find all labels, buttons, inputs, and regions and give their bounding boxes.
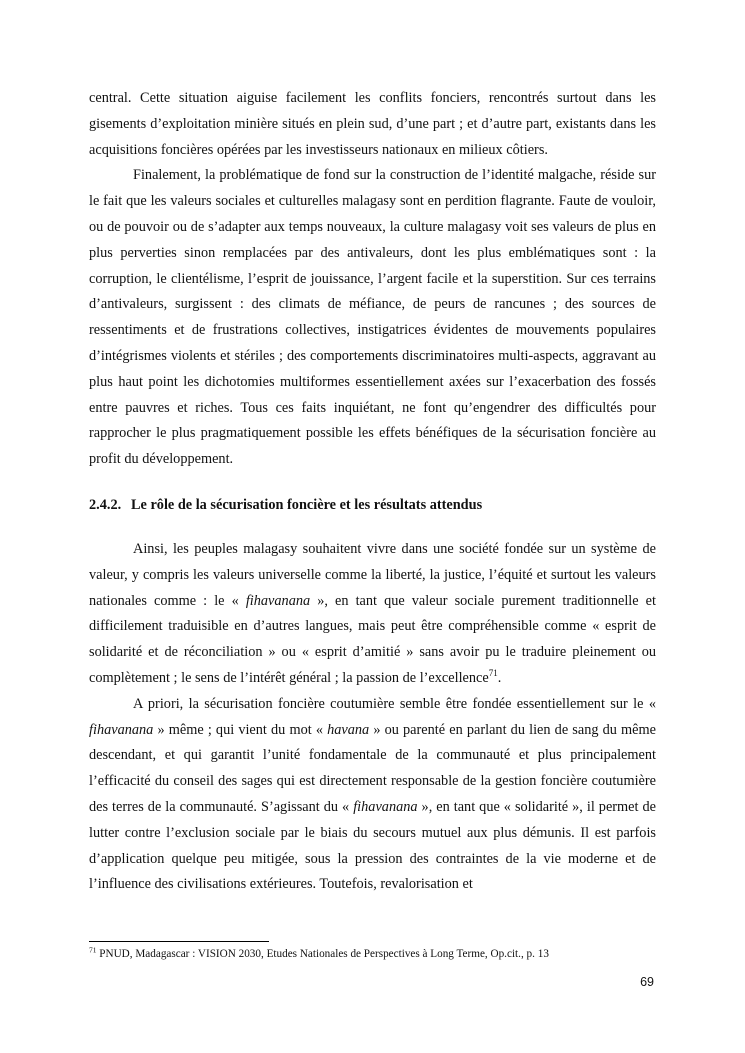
text-run: », en tant que valeur sociale purement traditionnelle et difficilement traduisible en d’autres langues, mais peut être compréhensible comme « esprit de solidarité et de réconciliation » ou « esprit d’amitié » sans avoir pu le traduire pleinement ou complètement ; le sens de l’intérêt général ; la passion de l’excellence — [89, 592, 656, 686]
text-run: Ainsi, les peuples malagasy souhaitent vivre dans une société fondée sur un système de valeur, y compris les valeurs universelle comme la liberté, la justice, l’équité et surtout les valeurs nationales comme : le « — [89, 541, 656, 609]
term-fihavanana: fihavanana — [353, 798, 418, 815]
paragraph-continuation: central. Cette situation aiguise facilement les conflits fonciers, rencontrés surtout dans les gisements d’exploitation minière situés en plein sud, d’une part ; et d’autre part, existants dans les acquisitions foncières opérées par les investisseurs nationaux en milieux côtiers. — [89, 90, 656, 158]
paragraph-customary-tenure — [89, 692, 656, 898]
footnote — [89, 946, 669, 962]
term-havana: havana — [327, 721, 370, 738]
text-run: » même ; qui vient du mot « — [153, 721, 328, 738]
footnote-separator — [89, 941, 269, 942]
term-fihavanana: fihavanana — [245, 592, 311, 609]
term-fihavanana: fihavanana — [89, 721, 154, 738]
text-run: . — [497, 669, 502, 686]
body-text-section — [89, 537, 656, 898]
footnote-text: PNUD, Madagascar : VISION 2030, Etudes Nationales de Perspectives à Long Terme, Op.cit., p. 13 — [96, 948, 549, 960]
footnote-number: 71 — [89, 945, 97, 955]
body-text-top — [89, 86, 656, 473]
paragraph-identity-problem: Finalement, la problématique de fond sur la construction de l’identité malgache, réside sur le fait que les valeurs sociales et culturelles malagasy sont en perdition flagrante. Faute de vouloir, ou de pouvoir ou de s’adapter aux temps nouveaux, la culture malagasy voit ses valeurs de plus en plus perverties sinon remplacées par des antivaleurs, dont les plus emblématiques sont : la corruption, le clientélisme, l’esprit de jouissance, l’argent facile et la superstition. Sur ces terrains d’antivaleurs, surgissent : des climats de méfiance, de peurs de rancunes ; des sources de ressentiments et de frustrations collectives, instigatrices évidentes de mouvements populaires d’intégrismes violents et stériles ; des comportements discriminatoires multi-aspects, aggravant au plus haut point les dichotomies multiformes essentiellement axées sur l’exacerbation des fossés entre pauvres et riches. Tous ces faits inquiétant, ne font qu’engendrer des difficultés pour rapprocher le plus pragmatiquement possible les effets bénéfiques de la sécurisation foncière au profit du développement. — [89, 167, 656, 468]
paragraph-values — [89, 537, 656, 692]
text-run: », en tant que « solidarité », il permet de lutter contre l’exclusion sociale par le biais du secours mutuel aux plus démunis. Il est parfois d’application quelque peu mitigée, sous la pression des contraintes de la vie moderne et de l’influence des civilisations extérieures. Toutefois, revalorisation et — [89, 798, 656, 893]
section-heading — [89, 494, 656, 516]
page-number: 69 — [640, 975, 654, 989]
text-run: » ou parenté en parlant du lien de sang du même descendant, et qui garantit l’unité fondamentale de la communauté et plus principalement l’efficacité du conseil des sages qui est directement responsable de la gestion foncière coutumière des terres de la communauté. S’agissant du « — [89, 721, 656, 815]
text-run: A priori, la sécurisation foncière coutumière semble être fondée essentiellement sur le « — [133, 695, 656, 712]
section-title: Le rôle de la sécurisation foncière et les résultats attendus — [131, 497, 483, 513]
section-number: 2.4.2. — [89, 497, 122, 513]
footnote-reference[interactable]: 71 — [488, 668, 498, 679]
